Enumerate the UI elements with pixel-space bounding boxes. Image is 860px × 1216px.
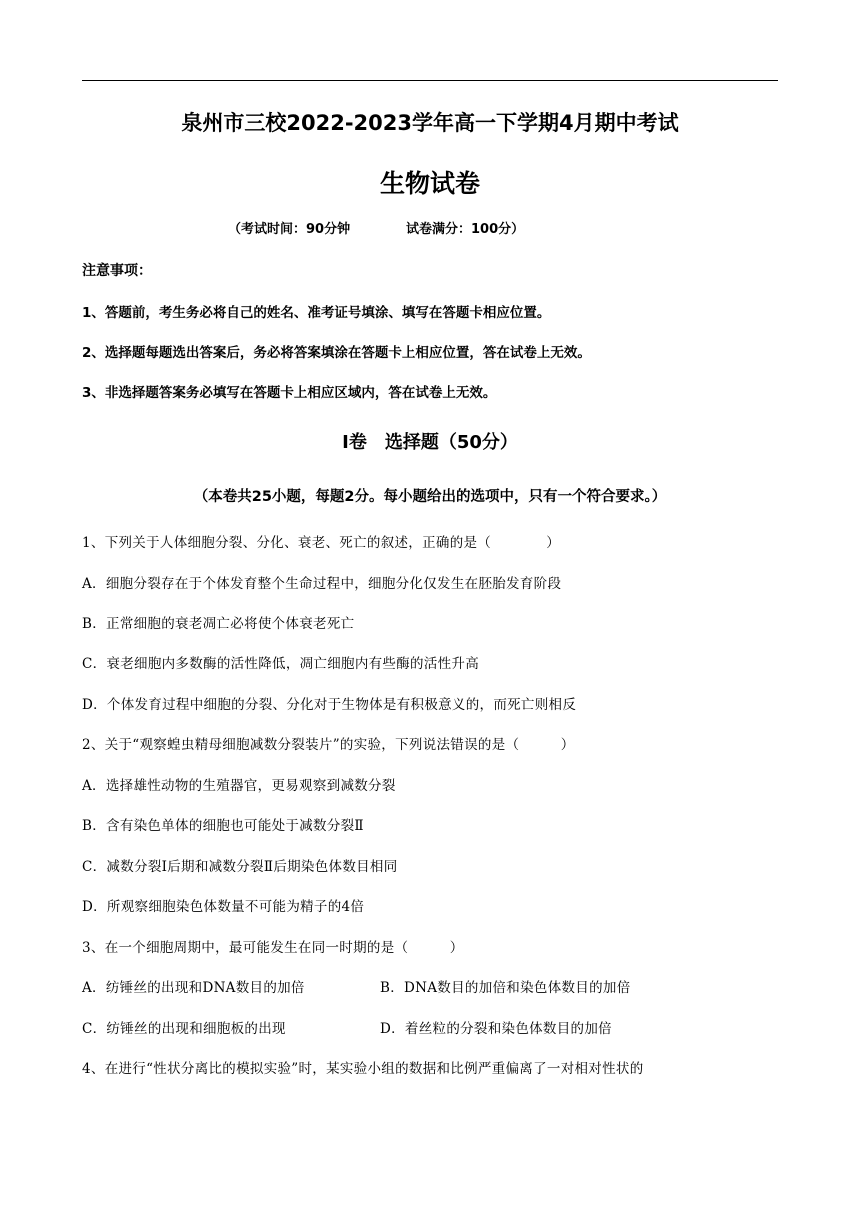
question-option: B．正常细胞的衰老凋亡必将使个体衰老死亡 bbox=[82, 616, 355, 632]
question-option: D．个体发育过程中细胞的分裂、分化对于生物体是有积极意义的，而死亡则相反 bbox=[82, 697, 577, 713]
note-item: 2、选择题每题选出答案后，务必将答案填涂在答题卡上相应位置，答在试卷上无效。 bbox=[82, 345, 591, 361]
header-rule bbox=[82, 80, 778, 81]
question-option: B．含有染色单体的细胞也可能处于减数分裂Ⅱ bbox=[82, 818, 364, 834]
question-option: A．纺锤丝的出现和DNA数目的加倍 bbox=[82, 980, 305, 996]
question-option: A．细胞分裂存在于个体发育整个生命过程中，细胞分化仅发生在胚胎发育阶段 bbox=[82, 576, 562, 592]
question-option: C．衰老细胞内多数酶的活性降低，凋亡细胞内有些酶的活性升高 bbox=[82, 656, 480, 672]
note-item: 1、答题前，考生务必将自己的姓名、准考证号填涂、填写在答题卡相应位置。 bbox=[82, 305, 551, 321]
question-option: C．减数分裂Ⅰ后期和减数分裂Ⅱ后期染色体数目相同 bbox=[82, 859, 398, 875]
section-title: Ⅰ卷 选择题（50分） bbox=[342, 432, 518, 453]
question-option: D．所观察细胞染色体数量不可能为精子的4倍 bbox=[82, 899, 365, 915]
exam-title: 泉州市三校2022-2023学年高一下学期4月期中考试 bbox=[181, 111, 679, 135]
section-description: （本卷共25小题，每题2分。每小题给出的选项中，只有一个符合要求。） bbox=[193, 489, 667, 505]
paper-subtitle: 生物试卷 bbox=[379, 169, 480, 198]
notes-heading: 注意事项： bbox=[82, 263, 152, 279]
exam-score: 试卷满分：100分） bbox=[406, 222, 525, 237]
question-stem: 4、在进行“性状分离比的模拟实验”时，某实验小组的数据和比例严重偏离了一对相对性状的 bbox=[82, 1061, 644, 1077]
question-stem: 1、下列关于人体细胞分裂、分化、衰老、死亡的叙述，正确的是（ ） bbox=[82, 535, 561, 551]
question-stem: 3、在一个细胞周期中，最可能发生在同一时期的是（ ） bbox=[82, 940, 464, 956]
exam-time: （考试时间：90分钟 bbox=[228, 222, 351, 237]
question-option: A．选择雄性动物的生殖器官，更易观察到减数分裂 bbox=[82, 778, 396, 794]
note-item: 3、非选择题答案务必填写在答题卡上相应区域内，答在试卷上无效。 bbox=[82, 385, 497, 401]
question-option: C．纺锤丝的出现和细胞板的出现 bbox=[82, 1021, 286, 1037]
question-stem: 2、关于“观察蝗虫精母细胞减数分裂装片”的实验，下列说法错误的是（ ） bbox=[82, 737, 575, 753]
question-option: D．着丝粒的分裂和染色体数目的加倍 bbox=[380, 1021, 612, 1037]
question-option: B．DNA数目的加倍和染色体数目的加倍 bbox=[380, 980, 631, 996]
